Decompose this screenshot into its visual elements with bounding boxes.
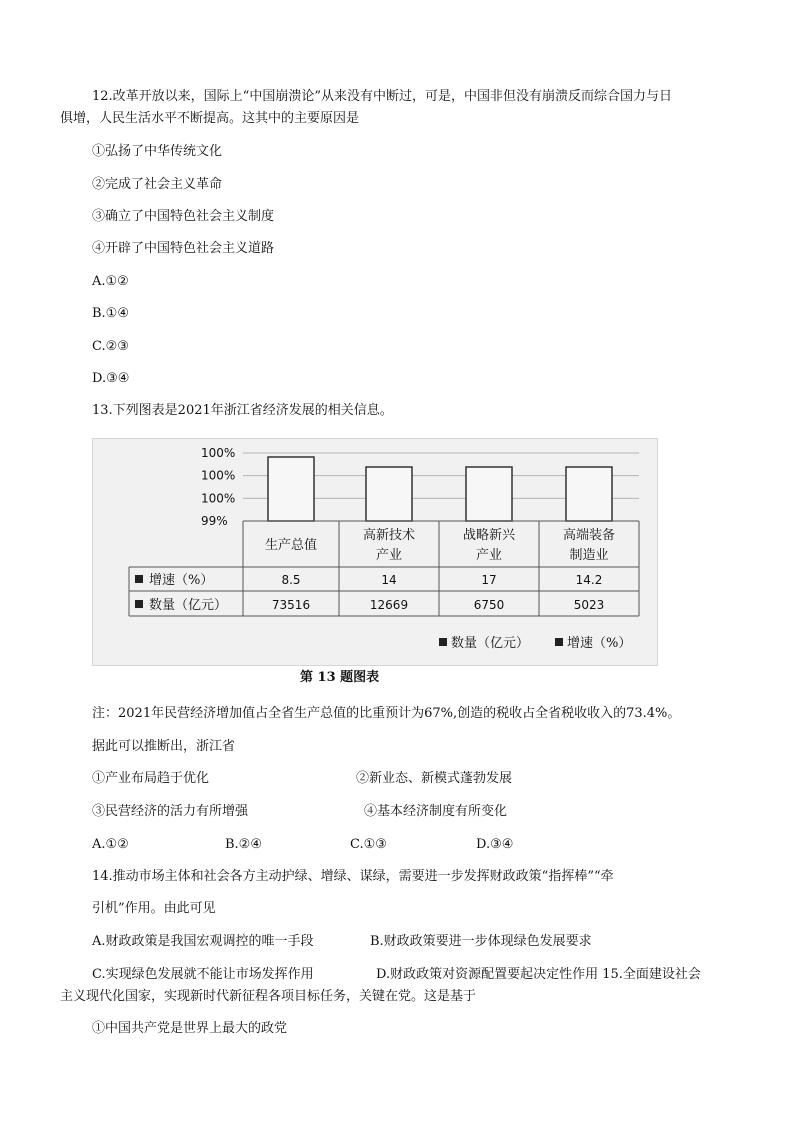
data-cell: 6750 (473, 598, 505, 612)
q12-item-1: ①弘扬了中华传统文化 (92, 144, 223, 159)
q13-inference-prompt: 据此可以推断出，浙江省 (92, 739, 236, 754)
q14-option-d: D.财政政策对资源配置要起决定性作用 15.全面建设社会 (376, 967, 701, 982)
bar-1 (268, 457, 314, 521)
legend-entry: 增速（%） (567, 636, 632, 651)
q14-option-b: B.财政政策要进一步体现绿色发展要求 (370, 934, 592, 949)
row-marker (135, 600, 143, 608)
q15-stem-line2: 主义现代化国家，实现新时代新征程各项目标任务，关键在党。这是基于 (60, 989, 477, 1004)
q14-stem-line1: 14.推动市场主体和社会各方主动护绿、增绿、谋绿，需要进一步发挥财政政策“指挥棒”“牵 (92, 869, 614, 884)
bar-4 (566, 467, 612, 521)
q13-item-1: ①产业布局趋于优化 (92, 771, 210, 786)
q12-item-3: ③确立了中国特色社会主义制度 (92, 209, 275, 224)
q14-stem-line2: 引机”作用。由此可见 (92, 901, 216, 916)
category-label: 高新技术 (362, 528, 416, 543)
category-label: 产业 (375, 548, 403, 563)
q13-item-4: ④基本经济制度有所变化 (364, 804, 508, 819)
y-tick-label: 100% (201, 491, 236, 506)
q14-option-a: A.财政政策是我国宏观调控的唯一手段 (92, 934, 314, 949)
q13-stem: 13.下列图表是2021年浙江省经济发展的相关信息。 (92, 403, 393, 418)
data-cell: 8.5 (281, 573, 301, 587)
q12-item-2: ②完成了社会主义革命 (92, 177, 223, 192)
q12-item-4: ④开辟了中国特色社会主义道路 (92, 241, 275, 256)
q13-item-2: ②新业态、新模式蓬勃发展 (356, 771, 513, 786)
bar-3 (466, 467, 512, 521)
q13-option-a: A.①② (92, 837, 129, 852)
row-label: 数量（亿元） (149, 598, 228, 613)
category-label: 制造业 (569, 548, 609, 563)
data-cell: 14 (381, 573, 397, 587)
q12-option-c: C.②③ (92, 339, 129, 354)
y-tick-label: 100% (201, 468, 236, 483)
q12-option-a: A.①② (92, 274, 129, 289)
category-label: 产业 (475, 548, 503, 563)
q13-option-c: C.①③ (350, 837, 387, 852)
row-marker (135, 575, 143, 583)
legend-swatch (439, 638, 447, 646)
data-cell: 73516 (271, 598, 311, 612)
q12-option-b: B.①④ (92, 306, 129, 321)
q12-stem-line2: 俱增，人民生活水平不断提高。这其中的主要原因是 (60, 111, 360, 126)
y-tick-label: 99% (201, 514, 228, 528)
data-cell: 12669 (369, 598, 409, 612)
row-label: 增速（%） (149, 573, 214, 588)
q15-item-1: ①中国共产党是世界上最大的政党 (92, 1021, 288, 1036)
legend-swatch (555, 638, 563, 646)
bar-2 (366, 467, 412, 521)
q13-chart-figure (92, 438, 658, 666)
q13-chart (93, 439, 657, 665)
category-label: 战略新兴 (462, 528, 516, 543)
data-cell: 5023 (573, 598, 605, 612)
q13-note: 注：2021年民营经济增加值占全省生产总值的比重预计为67%,创造的税收占全省税收收入的73.4%。 (92, 706, 681, 721)
category-label: 高端装备 (562, 528, 616, 543)
q13-option-b: B.②④ (225, 837, 262, 852)
legend-entry: 数量（亿元） (451, 636, 530, 651)
category-label: 生产总值 (264, 538, 318, 553)
q12-option-d: D.③④ (92, 371, 130, 386)
q13-caption: 第 13 题图表 (300, 670, 380, 685)
y-tick-label: 100% (201, 446, 236, 460)
q13-option-d: D.③④ (476, 837, 514, 852)
q14-option-c: C.实现绿色发展就不能让市场发挥作用 (92, 967, 314, 982)
data-cell: 17 (481, 573, 497, 587)
q13-item-3: ③民营经济的活力有所增强 (92, 804, 249, 819)
q12-stem-line1: 12.改革开放以来，国际上“中国崩溃论”从来没有中断过，可是，中国非但没有崩溃反而综合国力与日 (92, 89, 672, 104)
data-cell: 14.2 (575, 573, 603, 587)
